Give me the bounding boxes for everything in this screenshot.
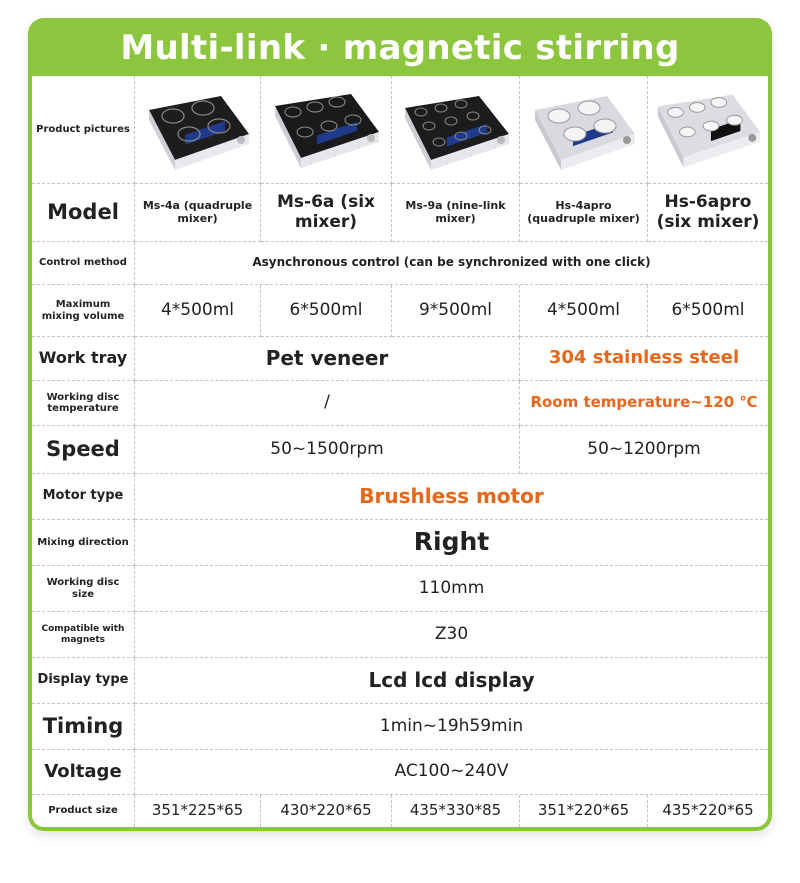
product-size-ms-9a: 435*330*85 bbox=[392, 795, 520, 827]
row-label-speed: Speed bbox=[32, 426, 135, 474]
motor-type-value: Brushless motor bbox=[135, 474, 768, 520]
row-label-product-pictures: Product pictures bbox=[32, 76, 135, 184]
work-tray-hs-series: 304 stainless steel bbox=[520, 337, 768, 381]
mixing-direction-value: Right bbox=[135, 520, 768, 566]
magnetic-stirrer-white-4-icon bbox=[527, 90, 641, 170]
timing-value: 1min~19h59min bbox=[135, 704, 768, 750]
max-volume-ms-6a: 6*500ml bbox=[261, 285, 392, 337]
disc-temperature-ms-series: / bbox=[135, 381, 520, 426]
disc-temperature-hs-series: Room temperature~120 ℃ bbox=[520, 381, 768, 426]
max-volume-ms-4a: 4*500ml bbox=[135, 285, 261, 337]
row-label-model: Model bbox=[32, 184, 135, 242]
page-title: Multi-link · magnetic stirring bbox=[120, 28, 680, 68]
model-ms-9a: Ms-9a (nine-link mixer) bbox=[392, 184, 520, 242]
row-label-magnets: Compatible with magnets bbox=[32, 612, 135, 658]
speed-ms-series: 50~1500rpm bbox=[135, 426, 520, 474]
magnetic-stirrer-white-6-icon bbox=[652, 90, 764, 170]
product-size-ms-6a: 430*220*65 bbox=[261, 795, 392, 827]
row-label-disc-size: Working disc size bbox=[32, 566, 135, 612]
voltage-value: AC100~240V bbox=[135, 750, 768, 795]
magnetic-stirrer-black-4-icon bbox=[141, 90, 255, 170]
spec-table bbox=[32, 76, 768, 827]
magnetic-stirrer-black-6-icon bbox=[269, 90, 383, 170]
model-hs-6apro: Hs-6apro (six mixer) bbox=[648, 184, 768, 242]
control-method-value: Asynchronous control (can be synchronized with one click) bbox=[135, 242, 768, 285]
max-volume-ms-9a: 9*500ml bbox=[392, 285, 520, 337]
display-type-value: Lcd lcd display bbox=[135, 658, 768, 704]
row-label-control-method: Control method bbox=[32, 242, 135, 285]
row-label-voltage: Voltage bbox=[32, 750, 135, 795]
row-label-disc-temperature: Working disc temperature bbox=[32, 381, 135, 426]
speed-hs-series: 50~1200rpm bbox=[520, 426, 768, 474]
product-size-ms-4a: 351*225*65 bbox=[135, 795, 261, 827]
spec-card bbox=[28, 18, 772, 831]
max-volume-hs-6apro: 6*500ml bbox=[648, 285, 768, 337]
magnets-value: Z30 bbox=[135, 612, 768, 658]
model-ms-4a: Ms-4a (quadruple mixer) bbox=[135, 184, 261, 242]
product-image-hs-6apro bbox=[648, 76, 768, 184]
row-label-display-type: Display type bbox=[32, 658, 135, 704]
disc-size-value: 110mm bbox=[135, 566, 768, 612]
row-label-max-volume: Maximum mixing volume bbox=[32, 285, 135, 337]
product-image-hs-4apro bbox=[520, 76, 648, 184]
product-image-ms-6a bbox=[261, 76, 392, 184]
model-ms-6a: Ms-6a (six mixer) bbox=[261, 184, 392, 242]
product-size-hs-6apro: 435*220*65 bbox=[662, 801, 754, 820]
product-image-ms-4a bbox=[135, 76, 261, 184]
work-tray-ms-series: Pet veneer bbox=[135, 337, 520, 381]
row-label-product-size: Product size bbox=[32, 795, 135, 827]
row-label-mixing-direction: Mixing direction bbox=[32, 520, 135, 566]
row-label-work-tray: Work tray bbox=[32, 337, 135, 381]
max-volume-hs-4apro: 4*500ml bbox=[520, 285, 648, 337]
product-image-ms-9a bbox=[392, 76, 520, 184]
row-label-motor-type: Motor type bbox=[32, 474, 135, 520]
model-hs-4apro: Hs-4apro (quadruple mixer) bbox=[520, 184, 648, 242]
row-label-timing: Timing bbox=[32, 704, 135, 750]
product-size-hs-4apro: 351*220*65 bbox=[520, 795, 648, 827]
magnetic-stirrer-black-9-icon bbox=[399, 90, 513, 170]
